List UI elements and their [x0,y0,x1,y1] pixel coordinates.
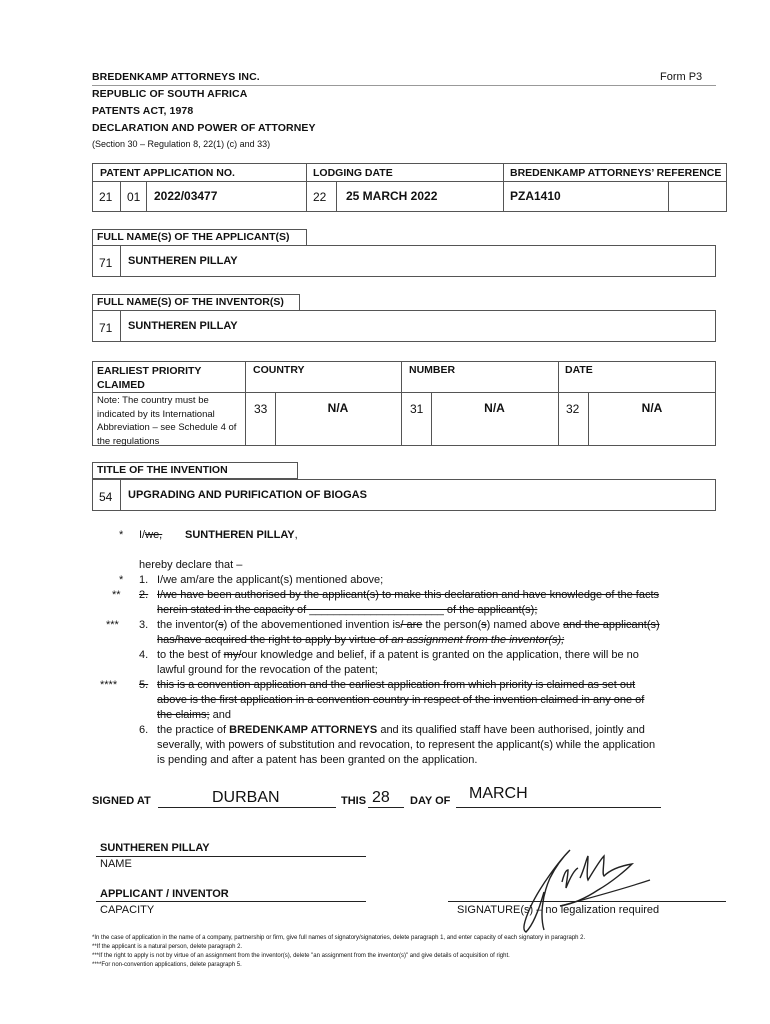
footnote-2: **If the applicant is a natural person, delete paragraph 2. [92,944,243,950]
item-6-line2: severally, with powers of substitution and revocation, to represent the applicant(s) while the application [157,739,656,751]
country-heading: REPUBLIC OF SOUTH AFRICA [92,88,248,100]
act-heading: PATENTS ACT, 1978 [92,105,194,117]
priority-label: EARLIEST PRIORITY CLAIMED [97,365,202,391]
invention-code: 54 [99,490,113,504]
date-label: DATE [565,364,593,376]
capacity-label: CAPACITY [100,904,155,916]
lodging-date: 25 MARCH 2022 [346,189,438,203]
signatory-name: SUNTHEREN PILLAY [100,842,210,854]
item-6-line1: the practice of BREDENKAMP ATTORNEYS and its qualified staff have been authorised, jointly and [157,724,645,736]
name-label: NAME [100,858,132,870]
country-code: 33 [254,402,268,416]
marker-5: **** [100,679,118,691]
item-3-line1: the inventor(s) of the abovementioned invention is/ are the person(s) named above and the applicant(s) [157,619,660,631]
code-01: 01 [127,190,141,204]
invention-label: TITLE OF THE INVENTION [97,464,228,476]
this-label: THIS [341,795,367,807]
item-5-line3: the claims; and [157,709,231,721]
signing-day: 28 [372,789,390,806]
item-6-number: 6. [139,724,149,736]
attorney-reference: PZA1410 [510,189,561,203]
declarant-name: SUNTHEREN PILLAY, [185,529,298,541]
footnote-4: ****For non-convention applications, delete paragraph 5. [92,962,242,968]
item-2-line2: herein stated in the capacity of ______________________ of the applicant(s); [157,604,538,616]
form-number: Form P3 [660,71,703,83]
number-code: 31 [410,402,424,416]
footnote-1: *In the case of application in the name of a company, partnership or firm, give full names of signatory/signatories, delete paragraph 1, and enter capacity of each signatory in paragraph 2. [92,935,586,941]
date-code: 32 [566,402,580,416]
item-6-line3: is pending and after a patent has been granted on the application. [157,754,478,766]
marker-1: * [119,574,124,586]
inventor-label: FULL NAME(S) OF THE INVENTOR(S) [97,296,284,308]
invention-title: UPGRADING AND PURIFICATION OF BIOGAS [128,489,367,501]
marker-star: * [119,529,124,541]
signing-place: DURBAN [212,789,280,806]
item-5-line1: this is a convention application and the earliest application from which priority is claimed as set out [157,679,636,691]
item-2-number: 2. [139,589,149,601]
signing-month: MARCH [469,785,528,802]
number-label: NUMBER [409,364,456,376]
application-number: 2022/03477 [154,189,218,203]
reference-label: BREDENKAMP ATTORNEYS’ REFERENCE [510,167,722,179]
i-we-line: I/we, [139,529,163,541]
item-2-line1: I/we have been authorised by the applicant(s) to make this declaration and have knowledge of the facts [157,589,660,601]
hereby-declare: hereby declare that – [139,559,243,571]
section-reference: (Section 30 – Regulation 8, 22(1) (c) and 33) [92,139,271,149]
item-5-line2: above is the first application in a convention country in respect of the invention claimed in any one of [157,694,645,706]
document-title: DECLARATION AND POWER OF ATTORNEY [92,122,316,134]
item-4-line1: to the best of my/our knowledge and belief, if a patent is granted on the application, there will be no [157,649,639,661]
code-22: 22 [313,190,327,204]
number-value: N/A [484,401,505,415]
item-4-number: 4. [139,649,149,661]
code-21: 21 [99,190,113,204]
country-value: N/A [327,401,349,415]
app-no-label: PATENT APPLICATION NO. [100,167,235,179]
date-value: N/A [641,401,663,415]
item-1: I/we am/are the applicant(s) mentioned above; [157,574,384,586]
marker-3: *** [106,619,119,631]
item-3-line2: has/have acquired the right to apply by virtue of an assignment from the inventor(s); [157,634,565,646]
country-label: COUNTRY [253,364,305,376]
applicant-label: FULL NAME(S) OF THE APPLICANT(S) [97,231,290,243]
item-3-number: 3. [139,619,149,631]
footnote-3: ***If the right to apply is not by virtue of an assignment from the inventor(s), delete "an assignment from the inventor(s)" and give details of acquisition of right. [92,953,510,959]
handwritten-signature [500,826,660,934]
footnotes [92,934,732,970]
applicant-code: 71 [99,256,113,270]
lodging-date-label: LODGING DATE [313,167,393,179]
signed-at-label: SIGNED AT [92,795,151,807]
signatory-capacity: APPLICANT / INVENTOR [100,888,229,900]
header-rule [92,85,716,86]
priority-note: Note: The country must be indicated by its International Abbreviation – see Schedule 4 of the regulations [97,395,237,447]
item-1-number: 1. [139,574,149,586]
inventor-name: SUNTHEREN PILLAY [128,320,238,332]
applicant-name: SUNTHEREN PILLAY [128,255,238,267]
marker-2: ** [112,589,121,601]
item-4-line2: lawful ground for the revocation of the patent; [157,664,378,676]
item-5-number: 5. [139,679,149,691]
day-of-label: DAY OF [410,795,451,807]
inventor-code: 71 [99,321,113,335]
firm-name: BREDENKAMP ATTORNEYS INC. [92,71,260,83]
signature-label: SIGNATURE(s) – no legalization required [457,904,660,916]
